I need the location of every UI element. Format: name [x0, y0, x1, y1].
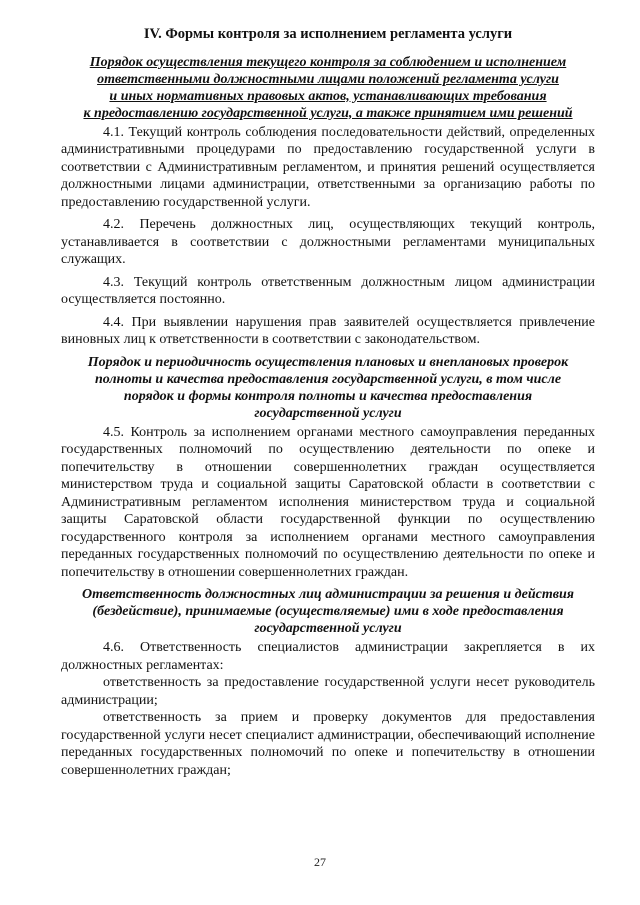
paragraph-4-6: 4.6. Ответственность специалистов администрации закрепляется в их должностных регламентах: — [61, 640, 595, 673]
subheading-line: порядок и формы контроля полноты и качества предоставления — [123, 388, 533, 404]
subheading-line: (бездействие), принимаемые (осуществляемые) ими в ходе предоставления — [92, 604, 564, 619]
subheading-inspections — [61, 354, 595, 422]
section-title: IV. Формы контроля за исполнением регламента услуги — [143, 26, 513, 42]
paragraph-4-5: 4.5. Контроль за исполнением органами местного самоуправления переданных государственных полномочий по осуществлению деятельности по опеке и попечительству в отношении совершеннолетних граждан осуществляется министерством труда и социальной защиты Саратовской области в соответствии с Административным регламентом исполнения министерством труда и социальной защиты Саратовской области государственной функции по осуществлению государственного контроля за исполнением органами местного самоуправления переданных государственных полномочий по осуществлению деятельности по опеке и попечительству в отношении совершеннолетних граждан. — [61, 424, 595, 580]
paragraph-4-2: 4.2. Перечень должностных лиц, осуществляющих текущий контроль, устанавливается в соответствии с должностными регламентами муниципальных служащих. — [61, 217, 595, 267]
paragraph-4-6-specialist: ответственность за прием и проверку документов для предоставления государственной услуги несет специалист администрации, обеспечивающий исполнение переданных государственных полномочий по опеке и попечительству в отношении совершеннолетних граждан; — [61, 710, 595, 778]
subheading-line: Ответственность должностных лиц администрации за решения и действия — [82, 587, 574, 602]
subheading-line: государственной услуги — [254, 621, 402, 636]
paragraph-4-4: 4.4. При выявлении нарушения прав заявителей осуществляется привлечение виновных лиц к ответственности в соответствии с законодательством. — [61, 314, 595, 347]
paragraph-4-6-head: ответственность за предоставление государственной услуги несет руководитель администрации; — [61, 675, 595, 708]
subheading-line: Порядок осуществления текущего контроля за соблюдением и исполнением — [89, 54, 567, 70]
document-page — [61, 26, 595, 779]
subheading-line: к предоставлению государственной услуги, а также принятием ими решений — [83, 105, 573, 121]
paragraph-4-1: 4.1. Текущий контроль соблюдения последовательности действий, определенных административными процедурами по предоставлению государственной услуги в соответствии с Административным регламентом, и принятия решений осуществляется должностными лицами администрации, ответственными за организацию работы по предоставлению государственной услуги. — [61, 124, 595, 210]
subheading-current-control — [61, 54, 595, 122]
paragraph-4-3: 4.3. Текущий контроль ответственным должностным лицом администрации осуществляется постоянно. — [61, 274, 595, 307]
subheading-line: и иных нормативных правовых актов, устанавливающих требования — [109, 88, 547, 104]
page-number: 27 — [314, 855, 326, 869]
subheading-line: ответственными должностными лицами положений регламента услуги — [97, 71, 559, 87]
subheading-line: полноты и качества предоставления государственной услуги, в том числе — [94, 371, 562, 387]
subheading-line: государственной услуги — [254, 405, 402, 421]
subheading-line: Порядок и периодичность осуществления плановых и внеплановых проверок — [87, 354, 569, 370]
subheading-responsibility — [61, 586, 595, 637]
